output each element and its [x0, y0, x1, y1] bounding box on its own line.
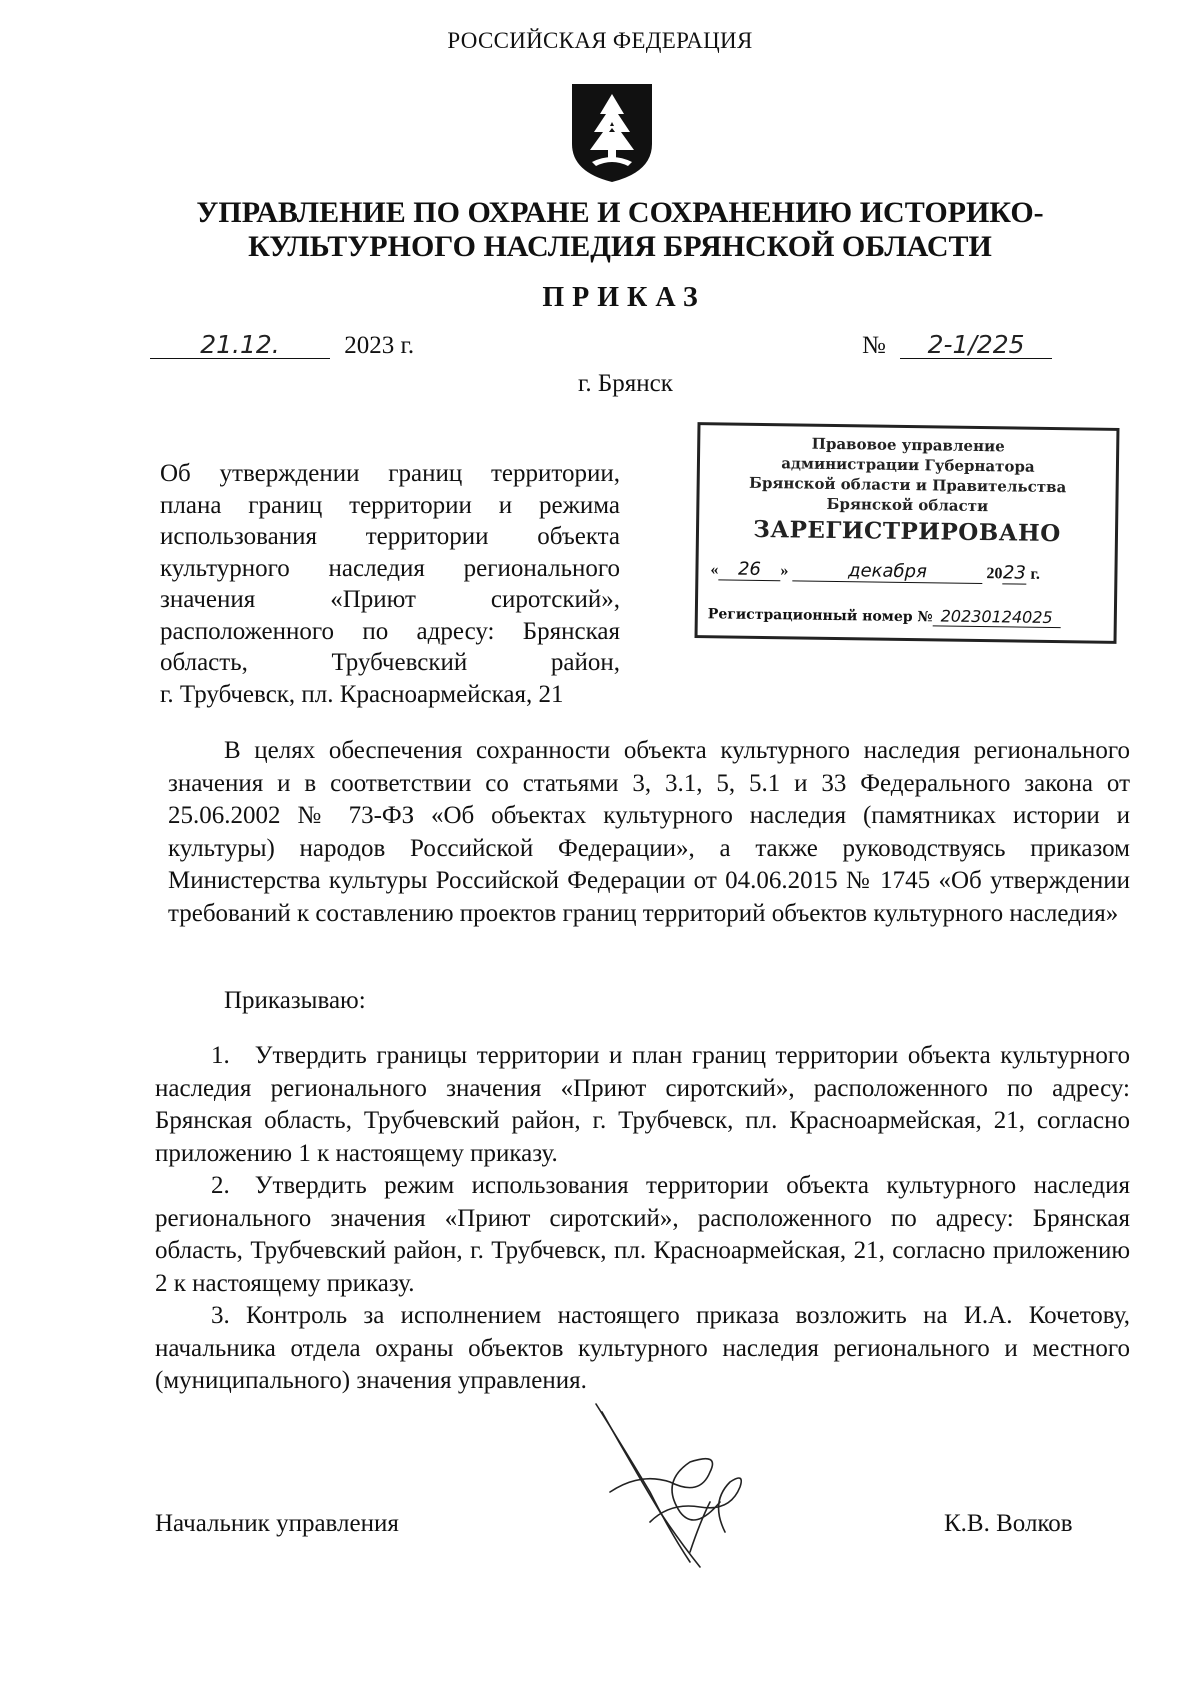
- stamp-line: Правовое управление: [811, 434, 1005, 456]
- order-date: [150, 332, 414, 360]
- subject-line: плана границ территории и режима: [160, 491, 620, 519]
- subject-line: область, Трубчевский район,: [160, 649, 620, 676]
- subject-line: культурного наследия регионального: [160, 554, 620, 582]
- handwritten-signature: [590, 1402, 780, 1572]
- subject-line: использования территории объекта: [160, 523, 620, 550]
- order-subject: [160, 458, 620, 710]
- city: г. Брянск: [578, 370, 673, 397]
- signatory-position: Начальник управления: [155, 1510, 399, 1537]
- stamp-registration: [708, 603, 1112, 629]
- subject-line: г. Трубчевск, пл. Красноармейская, 21: [160, 680, 564, 708]
- stamp-date: « 26 » декабря 2023 г.: [710, 558, 1041, 584]
- order-year: 2023 г.: [344, 332, 415, 359]
- order-item: 1. Утвердить границы территории и план границ территории объекта культурного наследия регионального значения «Приют сиротский», расположенного по адресу: Брянская область, Трубчевский район, г. Трубчевск, пл. Красноармейская, 21, согласно приложению 1 к настоящему приказу.: [155, 1042, 1130, 1167]
- stamp-year: 23: [1002, 562, 1027, 584]
- organization-title: [150, 196, 1090, 264]
- order-number: [862, 332, 1052, 360]
- stamp-status: ЗАРЕГИСТРИРОВАНО: [753, 515, 1061, 548]
- number-sign: №: [862, 332, 886, 359]
- stamp-year-prefix: 20: [986, 565, 1003, 583]
- handwritten-number: 2-1/225: [900, 332, 1052, 359]
- stamp-day: 26: [718, 558, 780, 581]
- stamp-line: Брянской области: [826, 494, 989, 516]
- order-item: 3. Контроль за исполнением настоящего приказа возложить на И.А. Кочетову, начальника отдела охраны объектов культурного наследия регионального и местного (муниципального) значения управления.: [155, 1302, 1130, 1394]
- stamp-year-suffix: г.: [1030, 565, 1041, 583]
- registration-stamp: [695, 422, 1120, 644]
- signatory-name: К.В. Волков: [944, 1510, 1073, 1537]
- stamp-month: декабря: [792, 559, 982, 584]
- preamble-paragraph: В целях обеспечения сохранности объекта культурного наследия регионального значения и в соответствии со статьями 3, 3.1, 5, 5.1 и 33 Федерального закона от 25.06.2002 № 73-ФЗ «Об объектах культурного наследия (памятниках истории и культуры) народов Российской Федерации», а также руководствуясь приказом Министерства культуры Российской Федерации от 04.06.2015 № 1745 «Об утверждении требований к составлению проектов границ территорий объектов культурного наследия»: [168, 737, 1130, 927]
- order-item: 2. Утвердить режим использования территории объекта культурного наследия регионального значения «Приют сиротский», расположенного по адресу: Брянская область, Трубчевский район, г. Трубчевск, пл. Красноармейская, 21, согласно приложению 2 к настоящему приказу.: [155, 1172, 1130, 1297]
- org-title-line1: УПРАВЛЕНИЕ ПО ОХРАНЕ И СОХРАНЕНИЮ ИСТОРИКО-: [196, 196, 1044, 229]
- subject-line: значения «Приют сиротский»,: [160, 586, 620, 613]
- stamp-reg-label: Регистрационный номер №: [707, 606, 933, 626]
- order-word: Приказываю:: [224, 987, 366, 1014]
- stamp-reg-number: 20230124025: [933, 606, 1061, 628]
- country-header: РОССИЙСКАЯ ФЕДЕРАЦИЯ: [447, 28, 753, 53]
- subject-line: расположенного по адресу: Брянская: [160, 617, 620, 645]
- org-title-line2: КУЛЬТУРНОГО НАСЛЕДИЯ БРЯНСКОЙ ОБЛАСТИ: [248, 230, 992, 263]
- handwritten-date: 21.12.: [150, 332, 330, 359]
- stamp-line: Брянской области и Правительства: [748, 473, 1067, 497]
- coat-of-arms-emblem: [570, 82, 654, 184]
- subject-line: Об утверждении границ территории,: [160, 460, 620, 487]
- document-type-heading: ПРИКАЗ: [542, 282, 706, 313]
- stamp-line: администрации Губернатора: [781, 454, 1035, 476]
